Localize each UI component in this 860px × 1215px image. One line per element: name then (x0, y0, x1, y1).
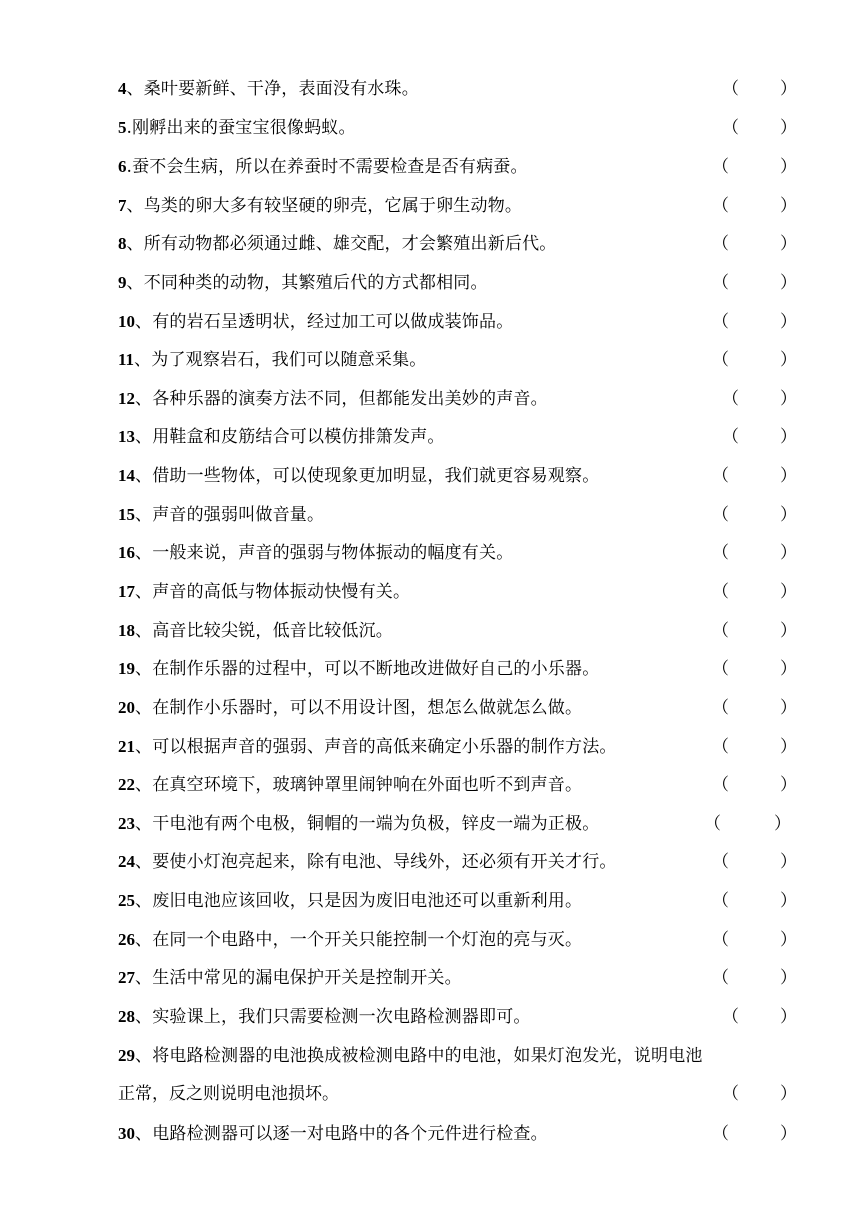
question-line (118, 227, 557, 261)
question-item-10 (118, 305, 800, 339)
question-line (118, 807, 599, 841)
question-line (118, 498, 324, 532)
answer-blank[interactable] (712, 343, 798, 377)
question-line (118, 1039, 703, 1073)
open-paren: （ (712, 1124, 729, 1144)
question-separator: 、 (126, 234, 144, 254)
question-line (118, 536, 513, 570)
question-item-21 (118, 730, 800, 764)
question-text: 在制作小乐器时，可以不用设计图，想怎么做就怎么做。 (152, 698, 583, 718)
close-paren: ） (780, 1084, 797, 1104)
close-paren: ） (780, 775, 797, 795)
open-paren: （ (712, 234, 729, 254)
close-paren: ） (780, 196, 797, 216)
answer-blank[interactable] (712, 730, 798, 764)
open-paren: （ (722, 1007, 739, 1027)
question-number: 8 (118, 234, 127, 253)
answer-blank[interactable] (722, 1077, 798, 1111)
open-paren: （ (722, 427, 739, 447)
question-text: 所有动物都必须通过雌、雄交配，才会繁殖出新后代。 (143, 234, 557, 254)
question-line (118, 343, 426, 377)
open-paren: （ (722, 79, 739, 99)
question-text: 一般来说，声音的强弱与物体振动的幅度有关。 (152, 543, 514, 563)
question-number: 23 (118, 814, 135, 833)
question-item-4 (118, 72, 800, 106)
question-text: 在真空环境下，玻璃钟罩里闹钟响在外面也听不到声音。 (152, 775, 583, 795)
open-paren: （ (712, 930, 729, 950)
question-separator: 、 (135, 930, 153, 950)
question-text: 生活中常见的漏电保护开关是控制开关。 (152, 968, 462, 988)
question-line (118, 266, 488, 300)
question-item-7 (118, 189, 800, 223)
question-text: 电路检测器可以逐一对电路中的各个元件进行检查。 (152, 1124, 548, 1144)
question-separator: 、 (135, 466, 153, 486)
question-line (118, 614, 393, 648)
question-number: 7 (118, 196, 127, 215)
question-number: 30 (118, 1124, 135, 1143)
question-separator: 、 (135, 621, 153, 641)
question-item-24 (118, 845, 800, 879)
answer-blank[interactable] (712, 150, 798, 184)
open-paren: （ (712, 273, 729, 293)
question-number: 5 (118, 118, 127, 137)
question-separator: 、 (135, 543, 153, 563)
question-number: 4 (118, 79, 127, 98)
answer-blank[interactable] (712, 845, 798, 879)
open-paren: （ (712, 466, 729, 486)
question-separator: 、 (135, 505, 153, 525)
question-number: 14 (118, 466, 135, 485)
question-text: 桑叶要新鲜、干净，表面没有水珠。 (143, 79, 419, 99)
answer-blank[interactable] (722, 72, 798, 106)
question-separator: 、 (135, 852, 153, 872)
question-line (118, 1000, 531, 1034)
answer-blank[interactable] (712, 575, 798, 609)
close-paren: ） (780, 582, 797, 602)
question-separator: 、 (135, 698, 153, 718)
question-text: 将电路检测器的电池换成被检测电路中的电池，如果灯泡发光，说明电池 (152, 1046, 703, 1066)
question-text: 实验课上，我们只需要检测一次电路检测器即可。 (152, 1007, 531, 1027)
question-item-17 (118, 575, 800, 609)
question-number: 15 (118, 505, 135, 524)
question-number: 28 (118, 1007, 135, 1026)
open-paren: （ (712, 891, 729, 911)
answer-blank[interactable] (712, 884, 798, 918)
question-number: 27 (118, 968, 135, 987)
question-item-28 (118, 1000, 800, 1034)
question-text: 高音比较尖锐，低音比较低沉。 (152, 621, 394, 641)
question-item-23 (118, 807, 800, 841)
question-line (118, 884, 582, 918)
open-paren: （ (712, 737, 729, 757)
open-paren: （ (712, 621, 729, 641)
question-item-16 (118, 536, 800, 570)
answer-blank[interactable] (712, 768, 798, 802)
answer-blank[interactable] (712, 691, 798, 725)
question-line (118, 189, 522, 223)
open-paren: （ (712, 157, 729, 177)
close-paren: ） (774, 814, 791, 834)
question-line (118, 575, 410, 609)
question-number: 20 (118, 698, 135, 717)
question-separator: 、 (126, 79, 144, 99)
close-paren: ） (780, 389, 797, 409)
question-text: 不同种类的动物，其繁殖后代的方式都相同。 (143, 273, 488, 293)
question-separator: 、 (135, 427, 153, 447)
question-number: 22 (118, 775, 135, 794)
question-number: 16 (118, 543, 135, 562)
question-number: 17 (118, 582, 135, 601)
question-line (118, 305, 513, 339)
question-text: 声音的高低与物体振动快慢有关。 (152, 582, 411, 602)
open-paren: （ (712, 505, 729, 525)
answer-blank[interactable] (712, 459, 798, 493)
close-paren: ） (780, 350, 797, 370)
question-text: 在同一个电路中，一个开关只能控制一个灯泡的亮与灭。 (152, 930, 583, 950)
question-line (118, 72, 419, 106)
answer-blank[interactable] (712, 652, 798, 686)
open-paren: （ (722, 118, 739, 138)
question-number: 9 (118, 273, 127, 292)
question-separator: 、 (126, 196, 144, 216)
question-text: 刚孵出来的蚕宝宝很像蚂蚁。 (132, 118, 356, 138)
question-text: 声音的强弱叫做音量。 (152, 505, 325, 525)
close-paren: ） (780, 466, 797, 486)
open-paren: （ (704, 814, 721, 834)
question-number: 24 (118, 852, 135, 871)
close-paren: ） (780, 621, 797, 641)
question-text: 借助一些物体，可以使现象更加明显，我们就更容易观察。 (152, 466, 600, 486)
open-paren: （ (712, 582, 729, 602)
question-separator: 、 (134, 350, 152, 370)
question-text: 干电池有两个电极，铜帽的一端为负极，锌皮一端为正极。 (152, 814, 600, 834)
question-item-20 (118, 691, 800, 725)
answer-blank[interactable] (704, 807, 792, 841)
answer-blank[interactable] (712, 614, 798, 648)
close-paren: ） (780, 234, 797, 254)
question-line (118, 768, 582, 802)
question-line (118, 382, 548, 416)
open-paren: （ (712, 698, 729, 718)
question-text: 要使小灯泡亮起来，除有电池、导线外，还必须有开关才行。 (152, 852, 617, 872)
answer-blank[interactable] (712, 305, 798, 339)
question-item-12 (118, 382, 800, 416)
open-paren: （ (712, 350, 729, 370)
question-item-29 (118, 1039, 800, 1117)
question-separator: 、 (135, 659, 153, 679)
question-separator: 、 (135, 389, 153, 409)
open-paren: （ (712, 852, 729, 872)
open-paren: （ (712, 775, 729, 795)
close-paren: ） (780, 118, 797, 138)
question-separator: 、 (135, 312, 153, 332)
close-paren: ） (780, 543, 797, 563)
question-line (118, 961, 462, 995)
question-number: 11 (118, 350, 135, 369)
question-number: 21 (118, 737, 135, 756)
question-line (118, 420, 445, 454)
close-paren: ） (780, 698, 797, 718)
question-line (118, 845, 617, 879)
answer-blank[interactable] (712, 266, 798, 300)
close-paren: ） (780, 1007, 797, 1027)
question-separator: 、 (135, 737, 153, 757)
question-text: 为了观察岩石，我们可以随意采集。 (151, 350, 427, 370)
question-separator: 、 (135, 582, 153, 602)
question-text: 废旧电池应该回收，只是因为废旧电池还可以重新利用。 (152, 891, 583, 911)
answer-blank[interactable] (712, 227, 798, 261)
question-number: 25 (118, 891, 135, 910)
question-number: 12 (118, 389, 135, 408)
question-number: 6 (118, 157, 127, 176)
question-number: 18 (118, 621, 135, 640)
question-text: 蚕不会生病，所以在养蚕时不需要检查是否有病蚕。 (132, 157, 528, 177)
question-item-14 (118, 459, 800, 493)
question-separator: 、 (126, 273, 144, 293)
close-paren: ） (780, 427, 797, 447)
question-number: 10 (118, 312, 135, 331)
question-separator: 、 (135, 1007, 153, 1027)
close-paren: ） (780, 79, 797, 99)
question-line (118, 691, 582, 725)
question-item-26 (118, 923, 800, 957)
question-item-30 (118, 1117, 800, 1151)
open-paren: （ (722, 1084, 739, 1104)
question-number: 13 (118, 427, 135, 446)
question-separator: 、 (135, 968, 153, 988)
question-line (118, 730, 617, 764)
question-item-19 (118, 652, 800, 686)
close-paren: ） (780, 273, 797, 293)
close-paren: ） (780, 312, 797, 332)
answer-blank[interactable] (722, 1000, 798, 1034)
close-paren: ） (780, 737, 797, 757)
question-item-13 (118, 420, 800, 454)
question-item-22 (118, 768, 800, 802)
close-paren: ） (780, 968, 797, 988)
question-item-25 (118, 884, 800, 918)
question-separator: . (126, 118, 133, 138)
question-text: 有的岩石呈透明状，经过加工可以做成装饰品。 (152, 312, 514, 332)
question-separator: . (126, 157, 133, 177)
answer-blank[interactable] (712, 536, 798, 570)
close-paren: ） (780, 505, 797, 525)
answer-blank[interactable] (722, 382, 798, 416)
open-paren: （ (712, 659, 729, 679)
question-line (118, 1117, 548, 1151)
question-separator: 、 (135, 1046, 153, 1066)
open-paren: （ (712, 543, 729, 563)
question-text-continued: 正常，反之则说明电池损坏。 (118, 1084, 339, 1104)
question-line (118, 652, 599, 686)
question-item-15 (118, 498, 800, 532)
question-separator: 、 (135, 814, 153, 834)
question-line (118, 150, 528, 184)
open-paren: （ (712, 196, 729, 216)
close-paren: ） (780, 891, 797, 911)
close-paren: ） (780, 930, 797, 950)
answer-blank[interactable] (722, 111, 798, 145)
question-item-6 (118, 150, 800, 184)
question-text: 各种乐器的演奏方法不同，但都能发出美妙的声音。 (152, 389, 548, 409)
question-item-9 (118, 266, 800, 300)
question-separator: 、 (135, 1124, 153, 1144)
close-paren: ） (780, 852, 797, 872)
question-item-8 (118, 227, 800, 261)
question-text: 用鞋盒和皮筋结合可以模仿排箫发声。 (152, 427, 445, 447)
open-paren: （ (722, 389, 739, 409)
question-item-11 (118, 343, 800, 377)
answer-blank[interactable] (712, 189, 798, 223)
question-number: 19 (118, 659, 135, 678)
question-separator: 、 (135, 775, 153, 795)
question-item-27 (118, 961, 800, 995)
question-separator: 、 (135, 891, 153, 911)
question-line (118, 923, 582, 957)
question-text: 在制作乐器的过程中，可以不断地改进做好自己的小乐器。 (152, 659, 600, 679)
close-paren: ） (780, 1124, 797, 1144)
question-number: 26 (118, 930, 135, 949)
answer-blank[interactable] (712, 923, 798, 957)
answer-blank[interactable] (712, 498, 798, 532)
open-paren: （ (712, 312, 729, 332)
question-line (118, 111, 356, 145)
answer-blank[interactable] (712, 961, 798, 995)
question-text: 鸟类的卵大多有较坚硬的卵壳，它属于卵生动物。 (143, 196, 523, 216)
close-paren: ） (780, 659, 797, 679)
question-text: 可以根据声音的强弱、声音的高低来确定小乐器的制作方法。 (152, 737, 617, 757)
question-number: 29 (118, 1046, 135, 1065)
answer-blank[interactable] (722, 420, 798, 454)
open-paren: （ (712, 968, 729, 988)
question-line (118, 459, 599, 493)
close-paren: ） (780, 157, 797, 177)
question-item-18 (118, 614, 800, 648)
answer-blank[interactable] (712, 1117, 798, 1151)
question-item-5 (118, 111, 800, 145)
